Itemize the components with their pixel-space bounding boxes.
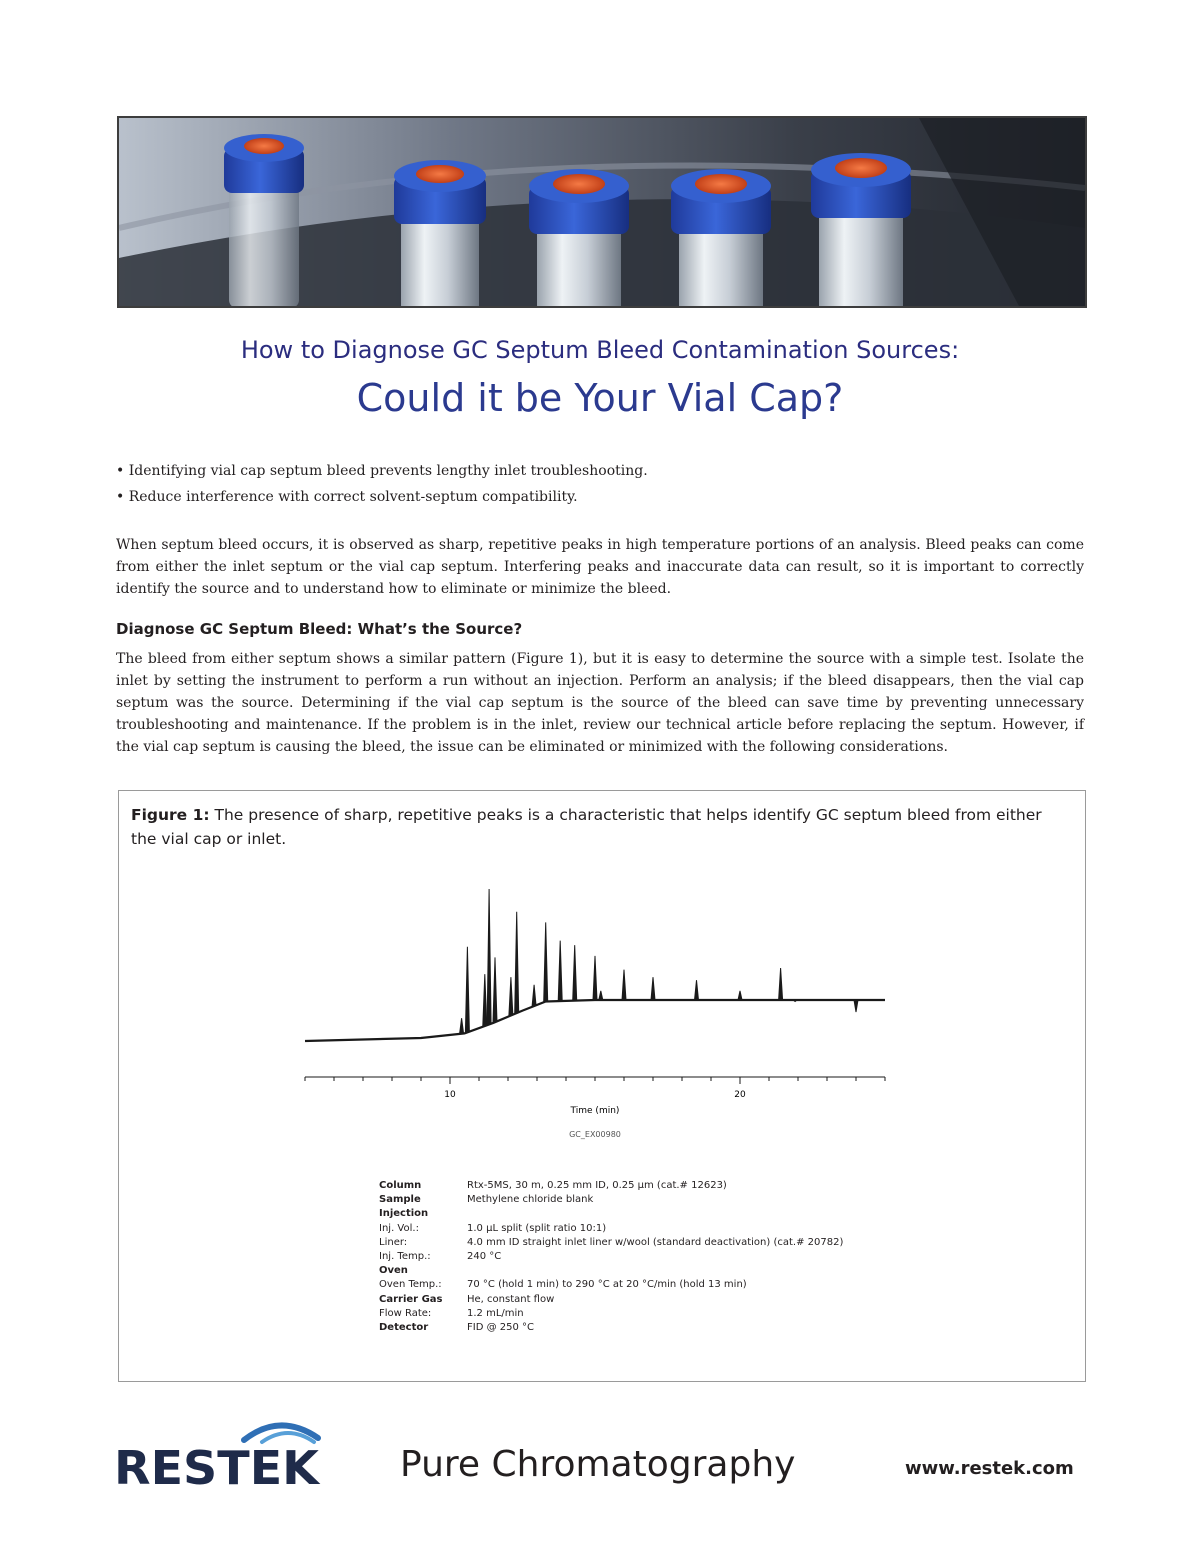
x-tick-label: 10 bbox=[444, 1090, 456, 1100]
logo-text: RESTEK bbox=[114, 1441, 322, 1490]
chromatogram-peak bbox=[558, 941, 562, 1001]
condition-key: Oven Temp.: bbox=[379, 1279, 442, 1291]
condition-row bbox=[379, 1307, 843, 1321]
condition-key: Inj. Temp.: bbox=[379, 1251, 431, 1263]
condition-row bbox=[379, 1264, 843, 1278]
vial-5 bbox=[811, 153, 911, 306]
key-points-list bbox=[116, 458, 1076, 510]
chromatogram-peak bbox=[599, 991, 603, 1000]
figure-label: Figure 1: bbox=[131, 806, 210, 824]
condition-key: Carrier Gas bbox=[379, 1293, 443, 1305]
condition-value: FID @ 250 °C bbox=[467, 1322, 535, 1334]
condition-row bbox=[379, 1222, 843, 1236]
chromatogram-baseline bbox=[305, 1000, 885, 1041]
condition-value: 240 °C bbox=[467, 1251, 502, 1263]
chromatogram-peak bbox=[465, 947, 469, 1033]
chromatogram-peak bbox=[854, 1000, 858, 1012]
condition-key: Sample bbox=[379, 1194, 421, 1206]
condition-value: 70 °C (hold 1 min) to 290 °C at 20 °C/min (hold 13 min) bbox=[467, 1279, 747, 1291]
condition-row bbox=[379, 1236, 843, 1250]
chromatogram-peak bbox=[487, 889, 491, 1024]
condition-key: Liner: bbox=[379, 1236, 408, 1248]
chromatogram-peak bbox=[573, 945, 577, 1000]
website-link[interactable]: www.restek.com bbox=[905, 1458, 1074, 1479]
chromatogram-peak bbox=[593, 956, 597, 1000]
x-ticks bbox=[305, 1077, 885, 1100]
condition-key: Inj. Vol.: bbox=[379, 1222, 419, 1234]
chromatogram-peak bbox=[738, 991, 742, 1000]
condition-value: Rtx-5MS, 30 m, 0.25 mm ID, 0.25 µm (cat.# 12623) bbox=[467, 1180, 727, 1191]
restek-logo bbox=[112, 1418, 327, 1490]
section-paragraph: The bleed from either septum shows a similar pattern (Figure 1), but it is easy to determine the source with a simple test. Isolate the inlet by setting the instrument to perform a run without an injection. Perform an analysis; if the bleed disappears, then the vial cap septum was the source. Determining if the vial cap septum is the source of the bleed can save time by preventing unnecessary troubleshooting and maintenance. If the problem is in the inlet, review our technical article before replacing the septum. However, if the vial cap septum is causing the bleed, the issue can be eliminated or minimized with the following considerations. bbox=[116, 651, 1084, 755]
condition-row bbox=[379, 1179, 843, 1193]
chromatogram-peak bbox=[483, 974, 487, 1026]
chromatogram-peak bbox=[622, 970, 626, 1000]
page-subtitle: How to Diagnose GC Septum Bleed Contamination Sources: bbox=[240, 336, 960, 364]
chromatogram-peak bbox=[544, 922, 548, 1001]
page-title: Could it be Your Vial Cap? bbox=[356, 376, 844, 420]
chromatogram-peak bbox=[532, 985, 536, 1006]
chromatogram-peak bbox=[695, 980, 699, 1000]
condition-value: Methylene chloride blank bbox=[467, 1194, 594, 1206]
tagline: Pure Chromatography bbox=[400, 1444, 796, 1485]
vial-1 bbox=[224, 134, 304, 306]
x-tick-label: 20 bbox=[734, 1090, 746, 1100]
condition-row bbox=[379, 1321, 843, 1335]
figure-1 bbox=[118, 790, 1086, 1382]
vial-4 bbox=[671, 169, 771, 306]
condition-row bbox=[379, 1250, 843, 1264]
condition-value: 1.2 mL/min bbox=[467, 1307, 524, 1319]
condition-key: Detector bbox=[379, 1322, 429, 1334]
bullet-item: • Reduce interference with correct solvent-septum compatibility. bbox=[116, 489, 578, 505]
condition-value: 4.0 mm ID straight inlet liner w/wool (standard deactivation) (cat.# 20782) bbox=[467, 1236, 844, 1248]
chart-id: GC_EX00980 bbox=[569, 1130, 621, 1139]
chromatogram-peak bbox=[779, 968, 783, 1000]
header-photo-vials bbox=[117, 116, 1087, 308]
condition-row bbox=[379, 1293, 843, 1307]
condition-key: Flow Rate: bbox=[379, 1307, 432, 1319]
chromatogram-chart bbox=[119, 791, 1085, 1171]
analysis-conditions bbox=[379, 1179, 843, 1335]
vial-3 bbox=[529, 169, 629, 306]
chromatogram-peak bbox=[460, 1018, 464, 1033]
condition-row bbox=[379, 1193, 843, 1207]
condition-row bbox=[379, 1278, 843, 1292]
section-heading: Diagnose GC Septum Bleed: What’s the Source? bbox=[116, 620, 523, 638]
chromatogram-peak bbox=[493, 957, 497, 1022]
vial-2 bbox=[394, 160, 486, 306]
condition-key: Injection bbox=[379, 1208, 429, 1220]
chromatogram-peak bbox=[651, 977, 655, 1000]
condition-row bbox=[379, 1207, 843, 1221]
condition-key: Oven bbox=[379, 1265, 408, 1277]
condition-key: Column bbox=[379, 1180, 422, 1191]
bullet-item: • Identifying vial cap septum bleed prevents lengthy inlet troubleshooting. bbox=[116, 463, 648, 479]
figure-caption-text: The presence of sharp, repetitive peaks is a characteristic that helps identify GC septum bleed from either the vial cap or inlet. bbox=[131, 806, 1042, 848]
chromatogram-peak bbox=[509, 977, 513, 1015]
x-axis-label: Time (min) bbox=[570, 1106, 620, 1116]
chromatogram-peak bbox=[515, 912, 519, 1013]
condition-value: 1.0 µL split (split ratio 10:1) bbox=[467, 1222, 607, 1234]
intro-paragraph: When septum bleed occurs, it is observed as sharp, repetitive peaks in high temperature portions of an analysis. Bleed peaks can come from either the inlet septum or the vial cap septum. Interfering peaks and inaccurate data can result, so it is important to correctly identify the source and to understand how to eliminate or minimize the bleed. bbox=[116, 537, 1084, 597]
condition-value: He, constant flow bbox=[467, 1293, 555, 1305]
